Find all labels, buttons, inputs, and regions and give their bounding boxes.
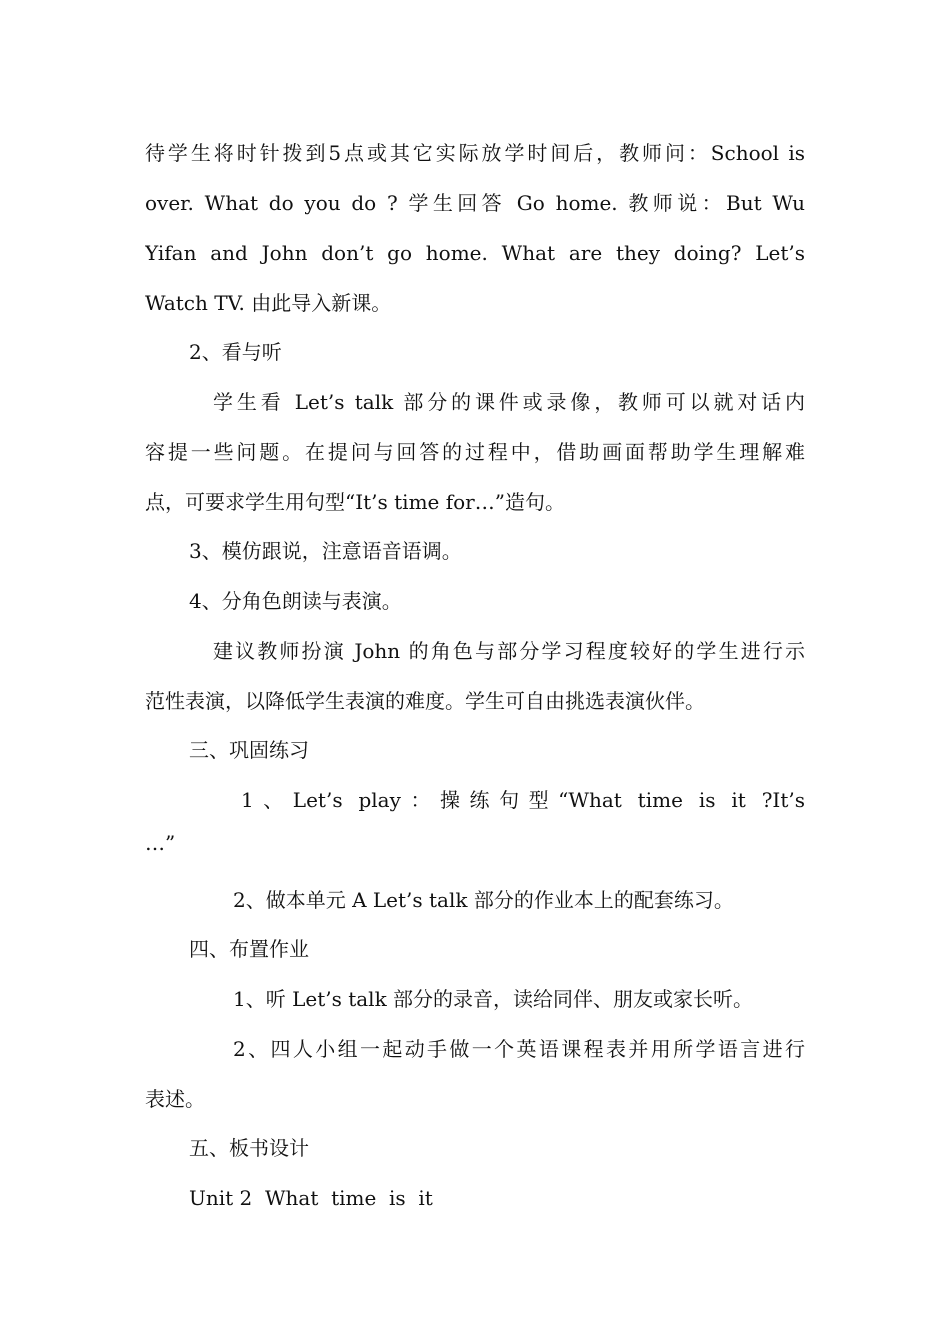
paragraph-line: 范性表演，以降低学生表演的难度。学生可自由挑选表演伙伴。 bbox=[145, 689, 705, 713]
board-design-title: Unit 2 What time is it bbox=[189, 1186, 433, 1210]
section-heading: 4、分角色朗读与表演。 bbox=[189, 589, 402, 613]
paragraph-line: …” bbox=[145, 831, 176, 855]
paragraph-line: Yifan and John don’t go home. What are they doing? Let’s bbox=[145, 241, 805, 265]
paragraph-line: 点，可要求学生用句型“It’s time for…”造句。 bbox=[145, 490, 565, 514]
paragraph-line: 学生看 Let’s talk 部分的课件或录像，教师可以就对话内 bbox=[213, 390, 805, 414]
section-heading: 2、看与听 bbox=[189, 340, 282, 364]
paragraph-line: 容提一些问题。在提问与回答的过程中，借助画面帮助学生理解难 bbox=[145, 440, 805, 464]
section-heading: 四、布置作业 bbox=[189, 937, 309, 961]
paragraph-line: 建议教师扮演 John 的角色与部分学习程度较好的学生进行示 bbox=[213, 639, 805, 663]
section-heading: 五、板书设计 bbox=[189, 1136, 309, 1160]
paragraph-line: 表述。 bbox=[145, 1087, 205, 1111]
section-heading: 3、模仿跟说，注意语音语调。 bbox=[189, 539, 462, 563]
paragraph-line: 1、听 Let’s talk 部分的录音，读给同伴、朋友或家长听。 bbox=[233, 987, 754, 1011]
paragraph-line: 2、做本单元 A Let’s talk 部分的作业本上的配套练习。 bbox=[233, 888, 734, 912]
paragraph-line: Watch TV. 由此导入新课。 bbox=[145, 291, 392, 315]
paragraph-line: 待学生将时针拨到5点或其它实际放学时间后，教师问：School is bbox=[145, 141, 805, 165]
section-heading: 三、巩固练习 bbox=[189, 738, 309, 762]
paragraph-line: 2、四人小组一起动手做一个英语课程表并用所学语言进行 bbox=[233, 1037, 805, 1061]
paragraph-line: over. What do you do ? 学生回答 Go home. 教师说：But Wu bbox=[145, 191, 805, 215]
paragraph-line: 1、Let’s play：操练句型“What time is it ?It’s bbox=[241, 788, 805, 812]
